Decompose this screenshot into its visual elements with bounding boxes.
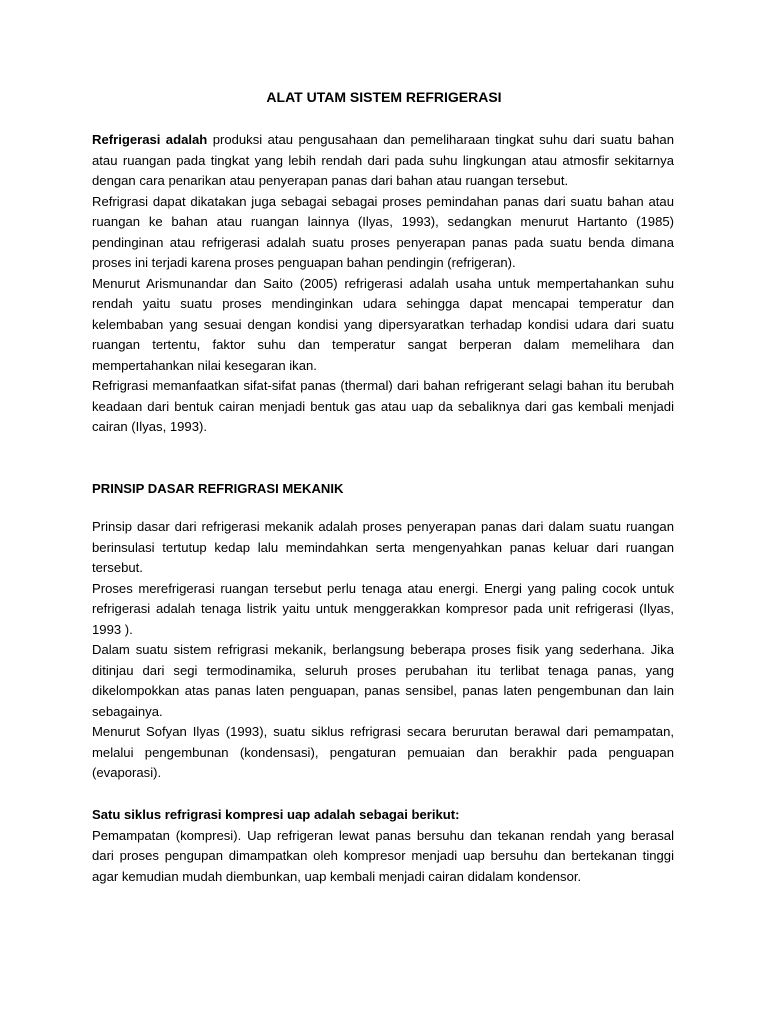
intro-section (92, 130, 674, 438)
section-siklus (92, 805, 674, 887)
body-paragraph: Dalam suatu sistem refrigrasi mekanik, berlangsung beberapa proses fisik yang sederhana. Jika ditinjau dari segi termodinamika, seluruh proses perubahan itu terlibat tenaga panas, yang dikelompokkan atas panas laten penguapan, panas sensibel, panas laten pengembunan dan lain sebagainya. (92, 642, 674, 719)
body-paragraph: Prinsip dasar dari refrigerasi mekanik adalah proses penyerapan panas dari dalam suatu ruangan berinsulasi tertutup kedap lalu memindahkan serta mengenyahkan panas keluar dari ruangan tersebut. (92, 519, 674, 575)
section-heading: PRINSIP DASAR REFRIGRASI MEKANIK (92, 481, 344, 496)
intro-paragraph: Menurut Arismunandar dan Saito (2005) refrigerasi adalah usaha untuk mempertahankan suhu rendah yaitu suatu proses mendinginkan udara sehingga dapat mencapai temperatur dan kelembaban yang sesuai dengan kondisi yang dipersyaratkan terhadap kondisi udara dari suatu ruangan tertentu, faktor suhu dan temperatur sangat berperan dalam memelihara dan mempertahankan nilai kesegaran ikan. (92, 275, 674, 373)
section-prinsip-dasar (92, 479, 674, 500)
intro-paragraph: Refrigrasi memanfaatkan sifat-sifat panas (thermal) dari bahan refrigerant selagi bahan itu berubah keadaan dari bentuk cairan menjadi bentuk gas atau uap da sebaliknya dari gas kembali menjadi cairan (Ilyas, 1993). (92, 378, 674, 434)
subsection-heading: Satu siklus refrigrasi kompresi uap adalah sebagai berikut: (92, 807, 460, 822)
body-paragraph: Proses merefrigerasi ruangan tersebut perlu tenaga atau energi. Energi yang paling cocok untuk refrigerasi adalah tenaga listrik yaitu untuk menggerakkan kompresor pada unit refrigerasi (Ilyas, 1993 ). (92, 580, 674, 637)
intro-paragraph (92, 130, 674, 192)
intro-term: Refrigerasi adalah (92, 132, 208, 147)
document-title: ALAT UTAM SISTEM REFRIGERASI (266, 89, 502, 105)
intro-definition: produksi atau pengusahaan dan pemeliharaan tingkat suhu dari suatu bahan atau ruangan pada tingkat yang lebih rendah dari pada suhu lingkungan atau atmosfir sekitarnya dengan cara penarikan atau penyerapan panas dari bahan atau ruangan tersebut. (92, 132, 674, 188)
section-prinsip-body (92, 517, 674, 784)
body-paragraph: Menurut Sofyan Ilyas (1993), suatu siklus refrigrasi secara berurutan berawal dari pemampatan, melalui pengembunan (kondensasi), pengaturan pemuaian dan berakhir pada penguapan (evaporasi). (92, 724, 674, 780)
intro-paragraph: Refrigrasi dapat dikatakan juga sebagai sebagai proses pemindahan panas dari suatu bahan atau ruangan ke bahan atau ruangan lainnya (Ilyas, 1993), sedangkan menurut Hartanto (1985) pendinginan atau refrigerasi adalah suatu proses penyerapan panas pada suatu benda dimana proses ini terjadi karena proses penguapan bahan pendingin (refrigeran). (92, 193, 674, 270)
body-paragraph: Pemampatan (kompresi). Uap refrigeran lewat panas bersuhu dan tekanan rendah yang berasal dari proses pengupan dimampatkan oleh kompresor menjadi uap bersuhu dan bertekanan tinggi agar kemudian mudah diembunkan, uap kembali menjadi cairan didalam kondensor. (92, 827, 674, 884)
